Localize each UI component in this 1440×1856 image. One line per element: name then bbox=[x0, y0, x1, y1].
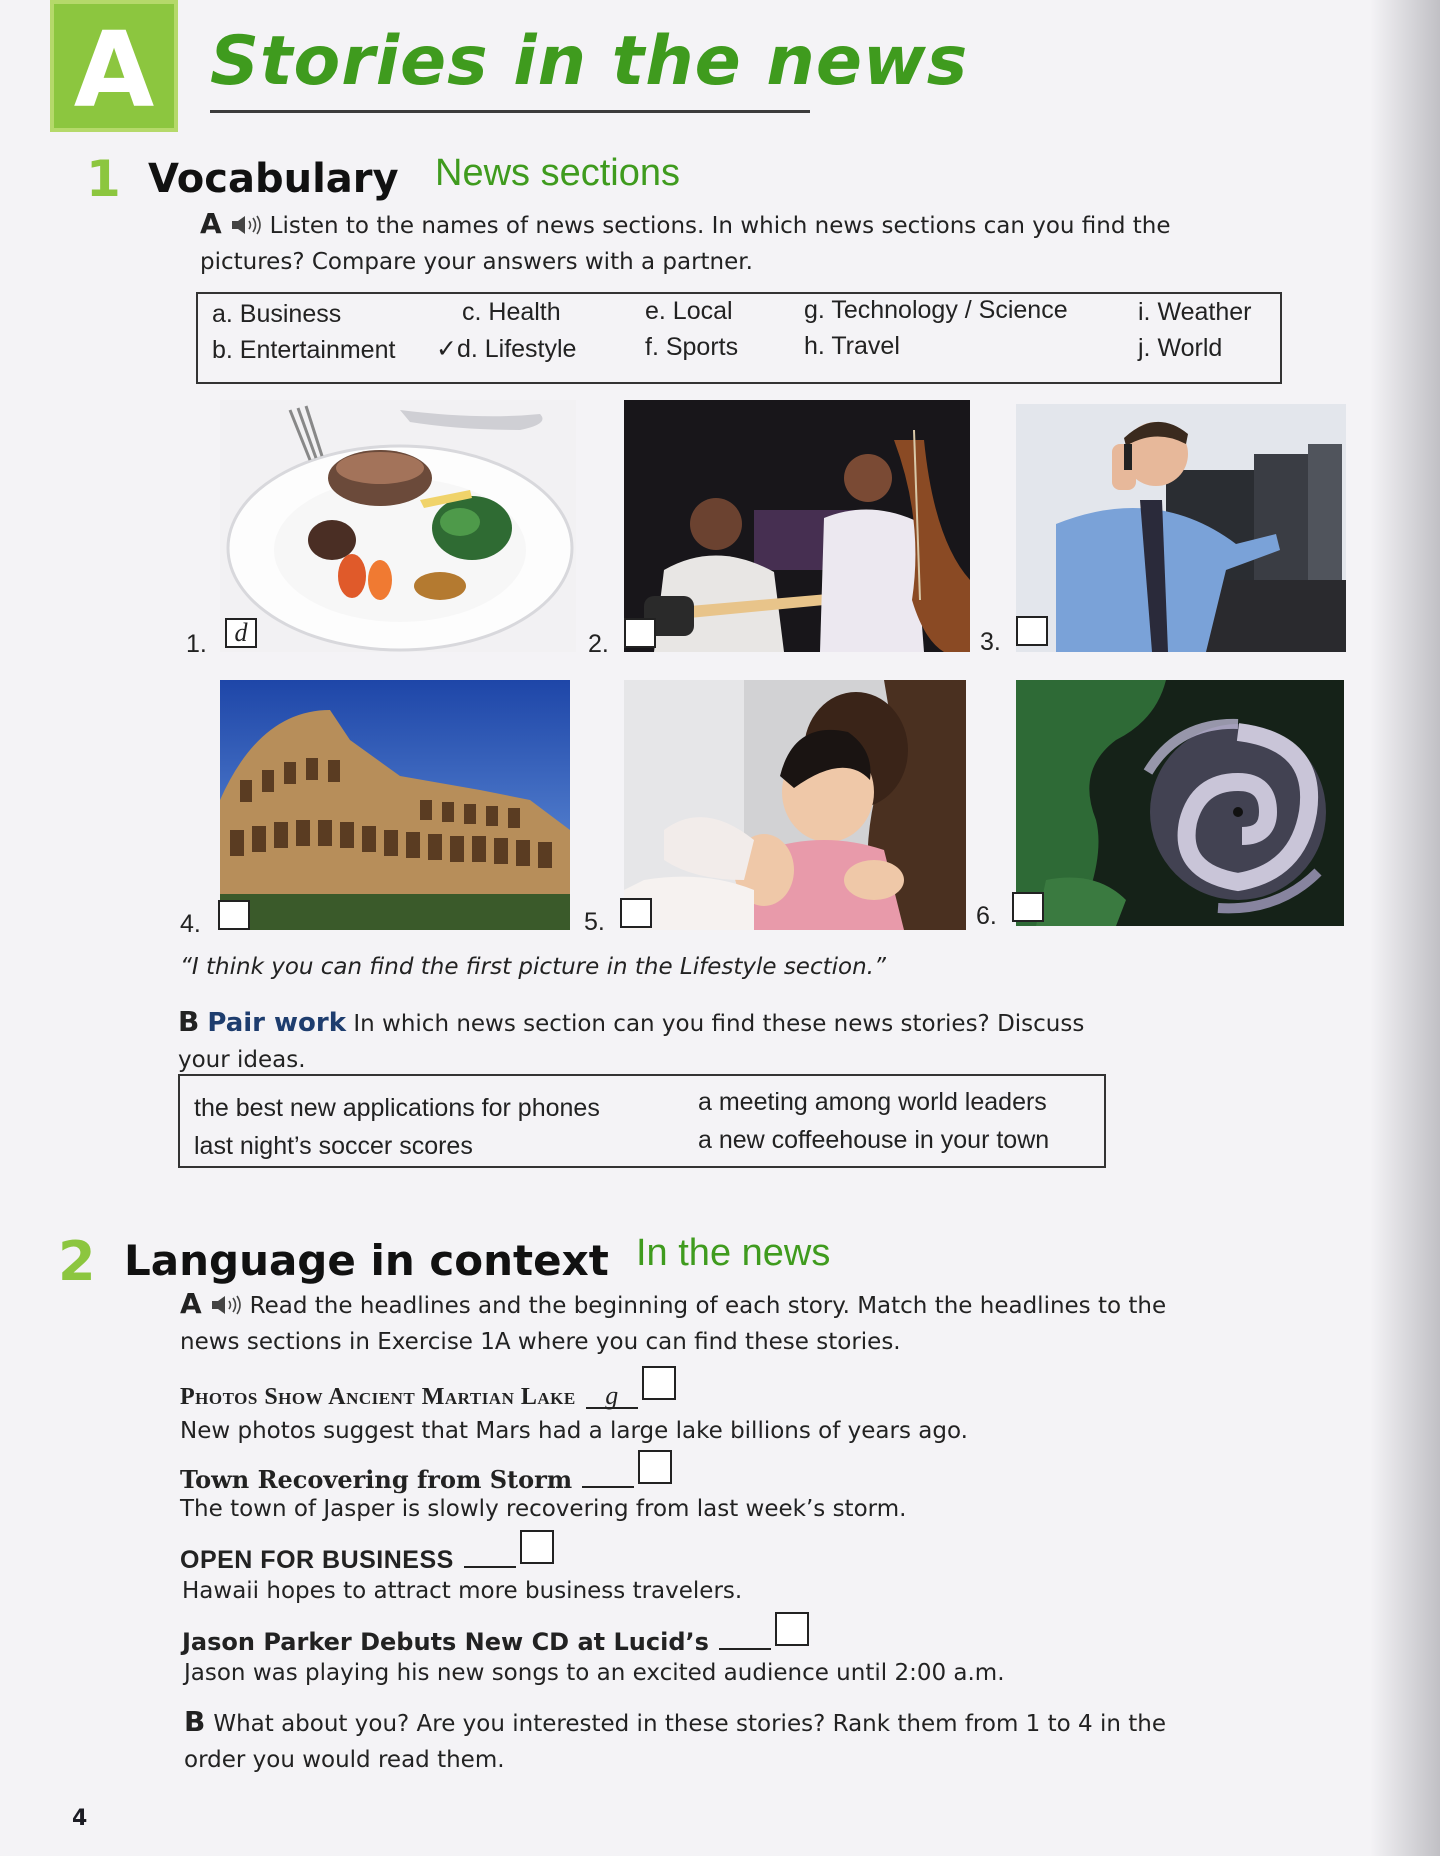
instruction-line: order you would read them. bbox=[184, 1747, 505, 1773]
rank-box[interactable] bbox=[775, 1612, 809, 1646]
instruction-line: In which news section can you find these news stories? Discuss bbox=[353, 1011, 1085, 1037]
answer-blank[interactable] bbox=[582, 1486, 634, 1488]
option-health: c. Health bbox=[462, 298, 561, 326]
rank-box[interactable] bbox=[642, 1366, 676, 1400]
picture-number: 4. bbox=[180, 910, 201, 938]
story-item: a new coffeehouse in your town bbox=[698, 1126, 1050, 1154]
picture-2-musicians bbox=[624, 400, 970, 652]
audio-speaker-icon[interactable] bbox=[210, 1294, 244, 1316]
section-subtitle: News sections bbox=[435, 152, 680, 194]
option-lifestyle: ✓d. Lifestyle bbox=[436, 335, 577, 363]
option-technology-science: g. Technology / Science bbox=[804, 296, 1068, 324]
picture-number: 5. bbox=[584, 908, 605, 936]
answer-blank[interactable] bbox=[464, 1566, 516, 1568]
story-text: Hawaii hopes to attract more business travelers. bbox=[182, 1578, 743, 1604]
picture-4-colosseum bbox=[220, 680, 570, 930]
option-business: a. Business bbox=[212, 300, 342, 328]
instruction-line: Listen to the names of news sections. In which news sections can you find the bbox=[269, 213, 1171, 239]
picture-number: 6. bbox=[976, 902, 997, 930]
exercise-1a-instructions bbox=[200, 206, 1171, 280]
section-number: 2 bbox=[58, 1230, 96, 1293]
title-underline bbox=[210, 110, 810, 113]
answer-box-4[interactable] bbox=[218, 900, 250, 930]
exercise-letter: B bbox=[184, 1705, 206, 1738]
exercise-2b-instructions bbox=[184, 1704, 1166, 1778]
option-entertainment: b. Entertainment bbox=[212, 336, 396, 364]
picture-number: 3. bbox=[980, 628, 1001, 656]
audio-speaker-icon[interactable] bbox=[230, 214, 264, 236]
picture-number: 1. bbox=[186, 630, 207, 658]
instruction-line: pictures? Compare your answers with a partner. bbox=[200, 249, 753, 275]
picture-3-businessman bbox=[1016, 404, 1346, 652]
headline: Photos Show Ancient Martian Lake bbox=[180, 1384, 576, 1410]
picture-number: 2. bbox=[588, 630, 609, 658]
exercise-letter: A bbox=[200, 207, 222, 240]
answer-box-6[interactable] bbox=[1012, 892, 1044, 922]
instruction-line: Read the headlines and the beginning of each story. Match the headlines to the bbox=[249, 1293, 1167, 1319]
picture-5-child-vaccination bbox=[624, 680, 966, 930]
headline: Town Recovering from Storm bbox=[180, 1465, 573, 1494]
story-text: New photos suggest that Mars had a large lake billions of years ago. bbox=[180, 1418, 968, 1444]
headline: Jason Parker Debuts New CD at Lucid’s bbox=[182, 1628, 709, 1656]
headline-row bbox=[180, 1366, 676, 1411]
instruction-line: news sections in Exercise 1A where you can find these stories. bbox=[180, 1329, 901, 1355]
option-sports: f. Sports bbox=[645, 333, 739, 361]
option-local: e. Local bbox=[645, 297, 733, 325]
picture-1-dinner-plate bbox=[220, 400, 576, 652]
unit-letter-tab: A bbox=[50, 0, 178, 132]
option-world: j. World bbox=[1138, 334, 1223, 362]
answer-box-1[interactable]: d bbox=[225, 618, 257, 648]
answer-box-2[interactable] bbox=[624, 618, 656, 648]
section-number: 1 bbox=[86, 150, 121, 208]
section-subtitle: In the news bbox=[636, 1232, 831, 1274]
option-travel: h. Travel bbox=[804, 332, 900, 360]
exercise-1b-instructions bbox=[178, 1004, 1084, 1078]
answer-blank[interactable] bbox=[719, 1648, 771, 1650]
section-title: Language in context bbox=[124, 1236, 609, 1285]
headline: OPEN FOR BUSINESS bbox=[180, 1546, 454, 1574]
story-text: The town of Jasper is slowly recovering from last week’s storm. bbox=[180, 1496, 907, 1522]
pair-work-label: Pair work bbox=[207, 1008, 347, 1038]
rank-box[interactable] bbox=[638, 1450, 672, 1484]
rank-box[interactable] bbox=[520, 1530, 554, 1564]
exercise-letter: A bbox=[180, 1287, 202, 1320]
answer-box-5[interactable] bbox=[620, 898, 652, 928]
exercise-letter: B bbox=[178, 1005, 200, 1038]
page-number: 4 bbox=[72, 1806, 88, 1831]
page-shadow bbox=[1370, 0, 1440, 1856]
page-title: Stories in the news bbox=[210, 22, 969, 101]
story-item: the best new applications for phones bbox=[194, 1094, 600, 1122]
headline-row bbox=[182, 1612, 809, 1656]
story-item: a meeting among world leaders bbox=[698, 1088, 1047, 1116]
headline-row bbox=[180, 1530, 554, 1575]
headline-row bbox=[180, 1450, 672, 1494]
story-text: Jason was playing his new songs to an excited audience until 2:00 a.m. bbox=[184, 1660, 1005, 1686]
example-quote: “I think you can find the first picture in the Lifestyle section.” bbox=[180, 954, 886, 980]
answer-box-3[interactable] bbox=[1016, 616, 1048, 646]
story-item: last night’s soccer scores bbox=[194, 1132, 473, 1160]
instruction-line: your ideas. bbox=[178, 1047, 306, 1073]
instruction-line: What about you? Are you interested in these stories? Rank them from 1 to 4 in the bbox=[213, 1711, 1166, 1737]
picture-6-hurricane bbox=[1016, 680, 1344, 926]
answer-blank[interactable]: g bbox=[586, 1385, 638, 1409]
option-weather: i. Weather bbox=[1138, 298, 1252, 326]
exercise-2a-instructions bbox=[180, 1286, 1166, 1360]
section-title: Vocabulary bbox=[148, 156, 399, 202]
